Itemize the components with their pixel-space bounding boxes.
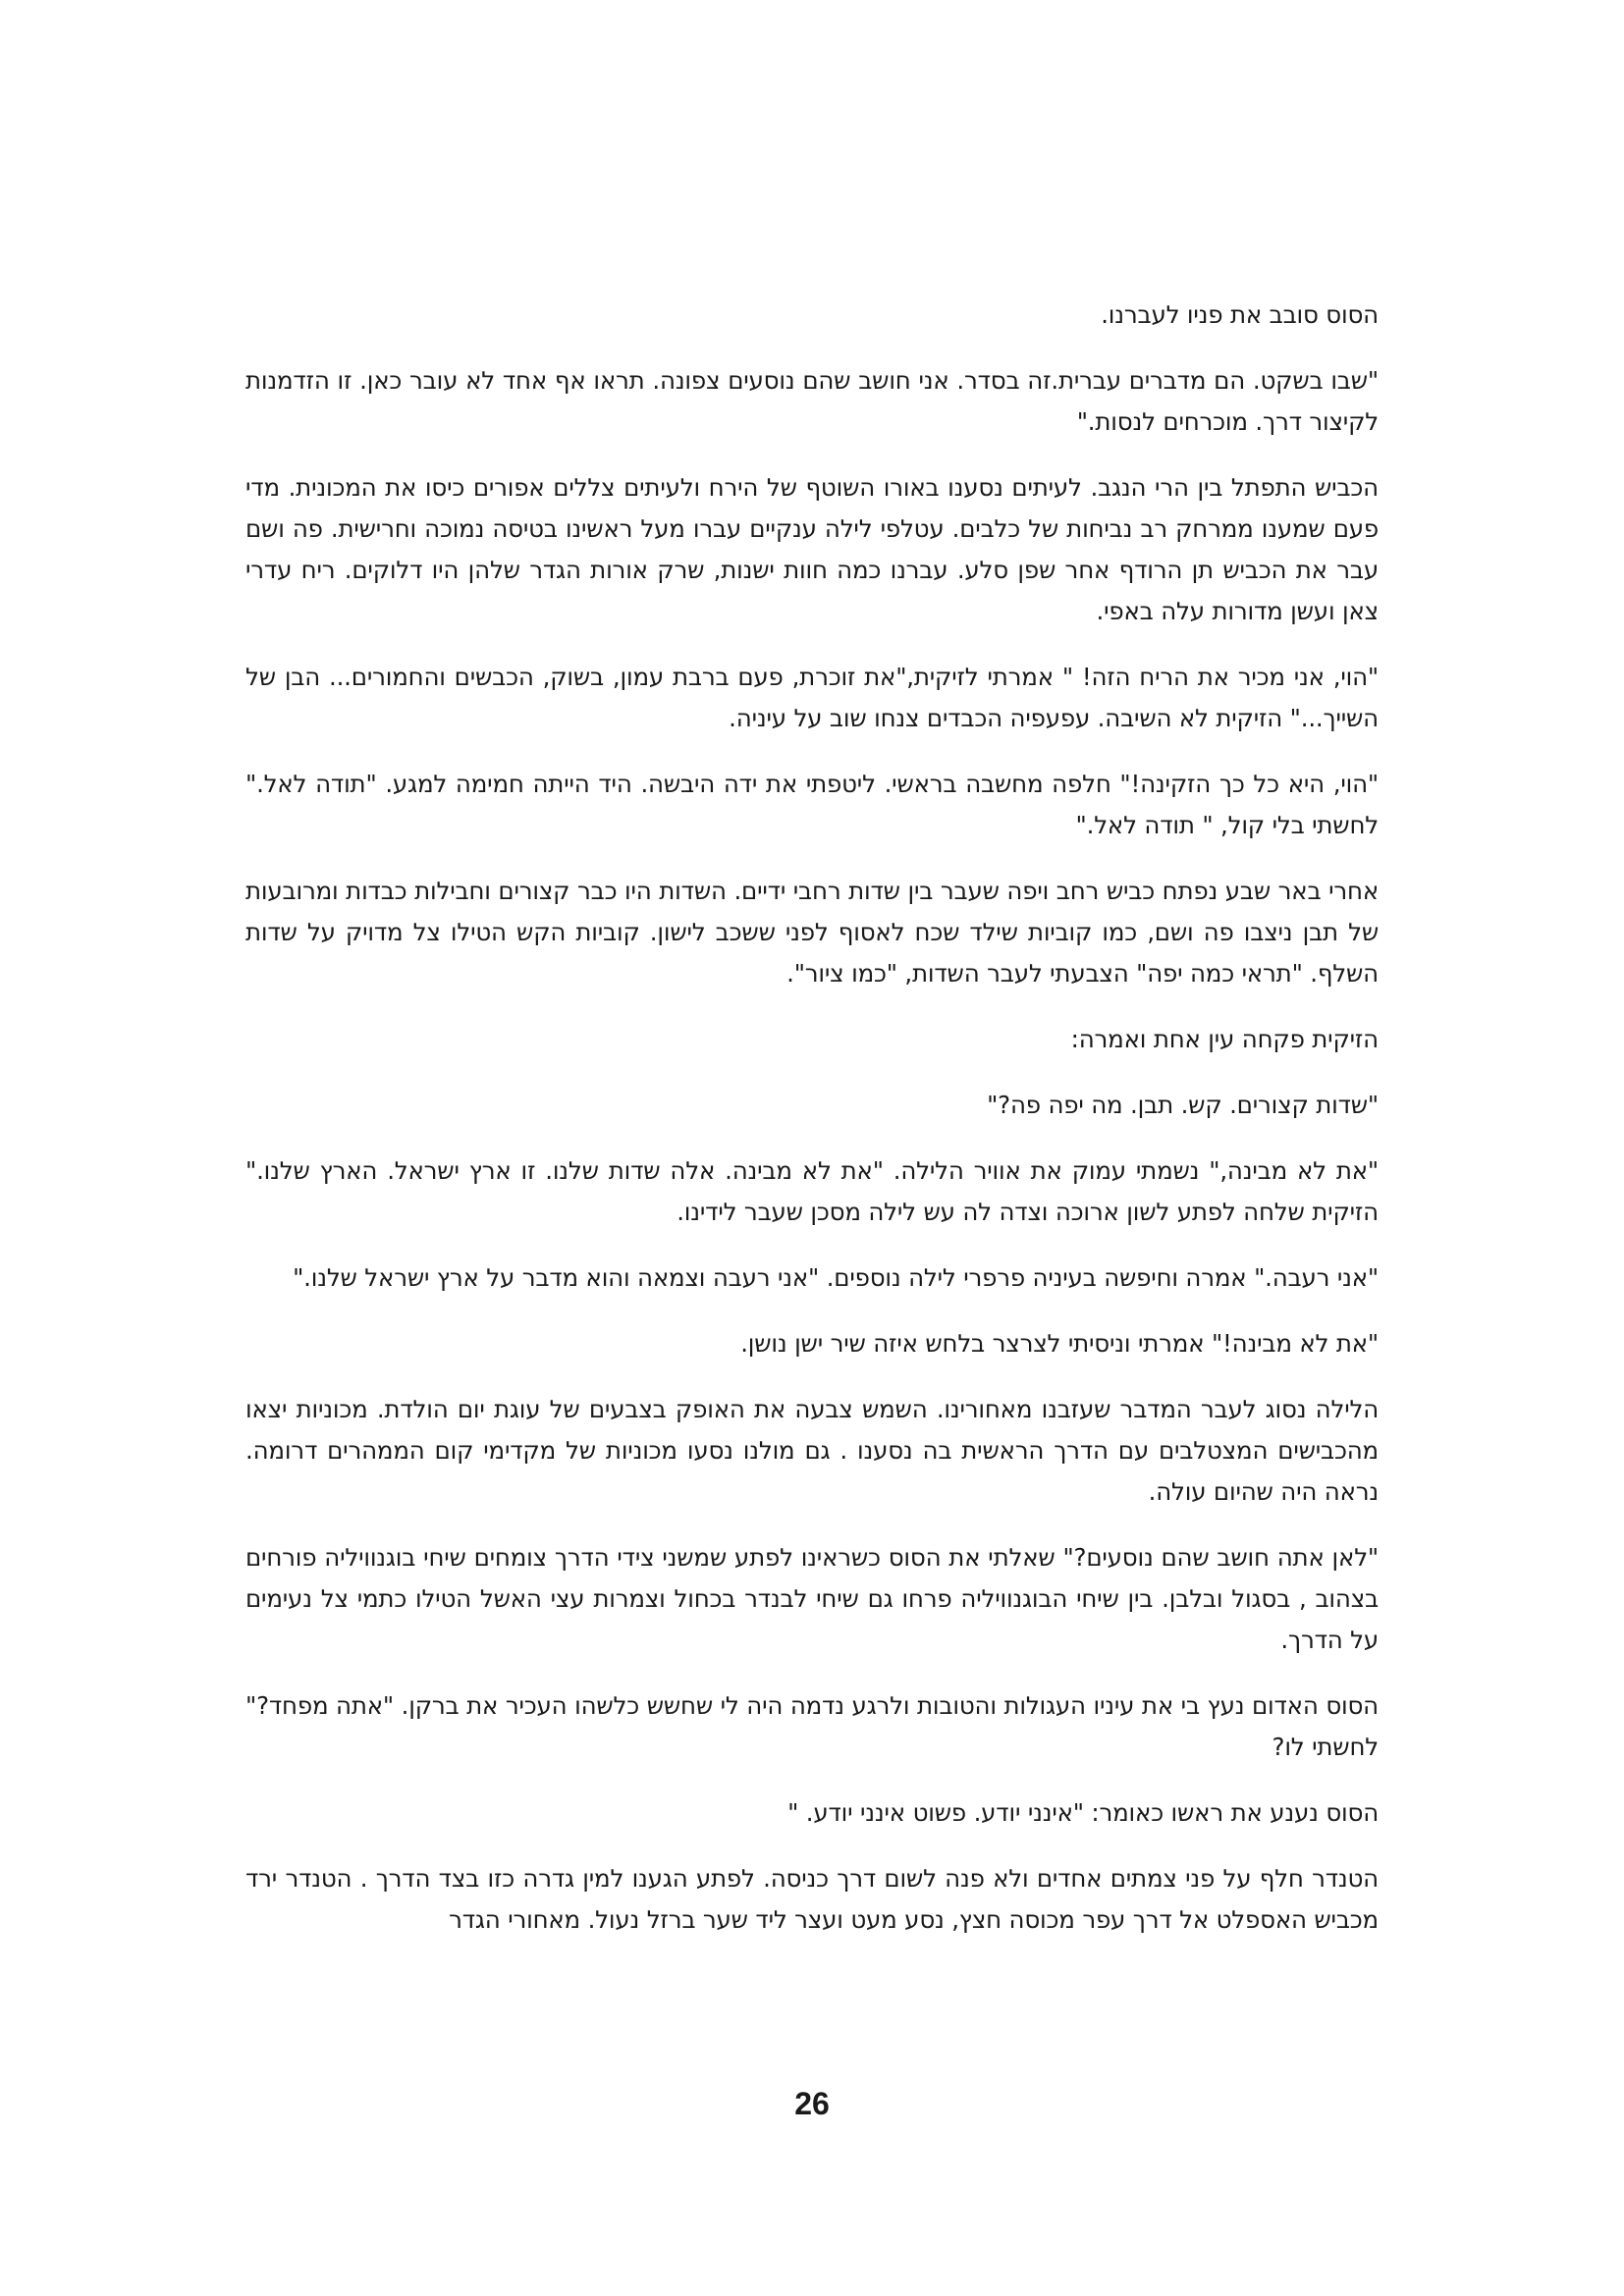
paragraph: הכביש התפתל בין הרי הנגב. לעיתים נסענו באורו השוטף של הירח ולעיתים צללים אפורים כיסו את המכונית. מדי פעם שמענו ממרחק רב נביחות של כלבים. עטלפי לילה ענקיים עברו מעל ראשינו בטיסה נמוכה וחרישית. פה ושם עבר את הכביש תן הרודף אחר שפן סלע. עברנו כמה חוות ישנות, שרק אורות הגדר שלהן היו דלוקים. ריח עדרי צאן ועשן מדורות עלה באפי. — [245, 473, 1379, 625]
paragraph: "את לא מבינה!" אמרתי וניסיתי לצרצר בלחש איזה שיר ישן נושן. — [740, 1329, 1379, 1358]
paragraph: "שדות קצורים. קש. תבן. מה יפה פה?" — [987, 1091, 1379, 1119]
paragraph: הסוס נענע את ראשו כאומר: "אינני יודע. פשוט אינני יודע. " — [787, 1798, 1379, 1827]
paragraph: "הוי, היא כל כך הזקינה!" חלפה מחשבה בראשי. ליטפתי את ידה היבשה. היד הייתה חמימה למגע. "תודה לאל." לחשתי בלי קול, " תודה לאל." — [245, 770, 1379, 839]
paragraph: הסוס האדום נעץ בי את עיניו העגולות והטובות ולרגע נדמה היה לי שחשש כלשהו העכיר את ברקן. "אתה מפחד?" לחשתי לו? — [245, 1691, 1379, 1761]
paragraph: הסוס סובב את פניו לעברנו. — [1101, 300, 1379, 329]
paragraph: "לאן אתה חושב שהם נוסעים?" שאלתי את הסוס כשראינו לפתע שמשני צידי הדרך צומחים שיחי בוגנוויליה פורחים בצהוב , בסגול ובלבן. בין שיחי הבוגנוויליה פרחו גם שיחי לבנדר בכחול וצמרות עצי האשל הטילו כתמי צל נעימים על הדרך. — [245, 1543, 1379, 1654]
paragraph: הלילה נסוג לעבר המדבר שעזבנו מאחורינו. השמש צבעה את האופק בצבעים של עוגת יום הולדת. מכוניות יצאו מהכבישים המצטלבים עם הדרך הראשית בה נסענו . גם מולנו נסעו מכוניות של מקדימי קום הממהרים דרומה. נראה היה שהיום עולה. — [245, 1395, 1379, 1506]
paragraph: הזיקית פקחה עין אחת ואמרה: — [1070, 1025, 1379, 1053]
paragraph: "הוי, אני מכיר את הריח הזה! " אמרתי לזיקית,"את זוכרת, פעם ברבת עמון, בשוק, הכבשים והחמורים... הבן של השייך..." הזיקית לא השיבה. עפעפיה הכבדים צנחו שוב על עיניה. — [245, 663, 1379, 732]
body-text — [245, 294, 1379, 1965]
paragraph: אחרי באר שבע נפתח כביש רחב ויפה שעבר בין שדות רחבי ידיים. השדות היו כבר קצורים וחבילות כבדות ומרובעות של תבן ניצבו פה ושם, כמו קוביות שילד שכח לאסוף לפני ששכב לישון. קוביות הקש הטילו צל מדויק על שדות השלף. "תראי כמה יפה" הצבעתי לעבר השדות, "כמו ציור". — [245, 877, 1379, 988]
page-number: 26 — [794, 2086, 830, 2121]
paragraph: "את לא מבינה," נשמתי עמוק את אוויר הלילה. "את לא מבינה. אלה שדות שלנו. זו ארץ ישראל. הארץ שלנו." הזיקית שלחה לפתע לשון ארוכה וצדה לה עש לילה מסכן שעבר לידינו. — [245, 1156, 1379, 1226]
paragraph: "אני רעבה." אמרה וחיפשה בעיניה פרפרי לילה נוספים. "אני רעבה וצמאה והוא מדבר על ארץ ישראל שלנו." — [293, 1263, 1379, 1292]
paragraph: "שבו בשקט. הם מדברים עברית.זה בסדר. אני חושב שהם נוסעים צפונה. תראו אף אחד לא עובר כאן. זו הזדמנות לקיצור דרך. מוכרחים לנסות." — [245, 366, 1379, 436]
paragraph: הטנדר חלף על פני צמתים אחדים ולא פנה לשום דרך כניסה. לפתע הגענו למין גדרה כזו בצד הדרך . הטנדר ירד מכביש האספלט אל דרך עפר מכוסה חצץ, נסע מעט ועצר ליד שער ברזל נעול. מאחורי הגדר — [245, 1864, 1379, 1934]
